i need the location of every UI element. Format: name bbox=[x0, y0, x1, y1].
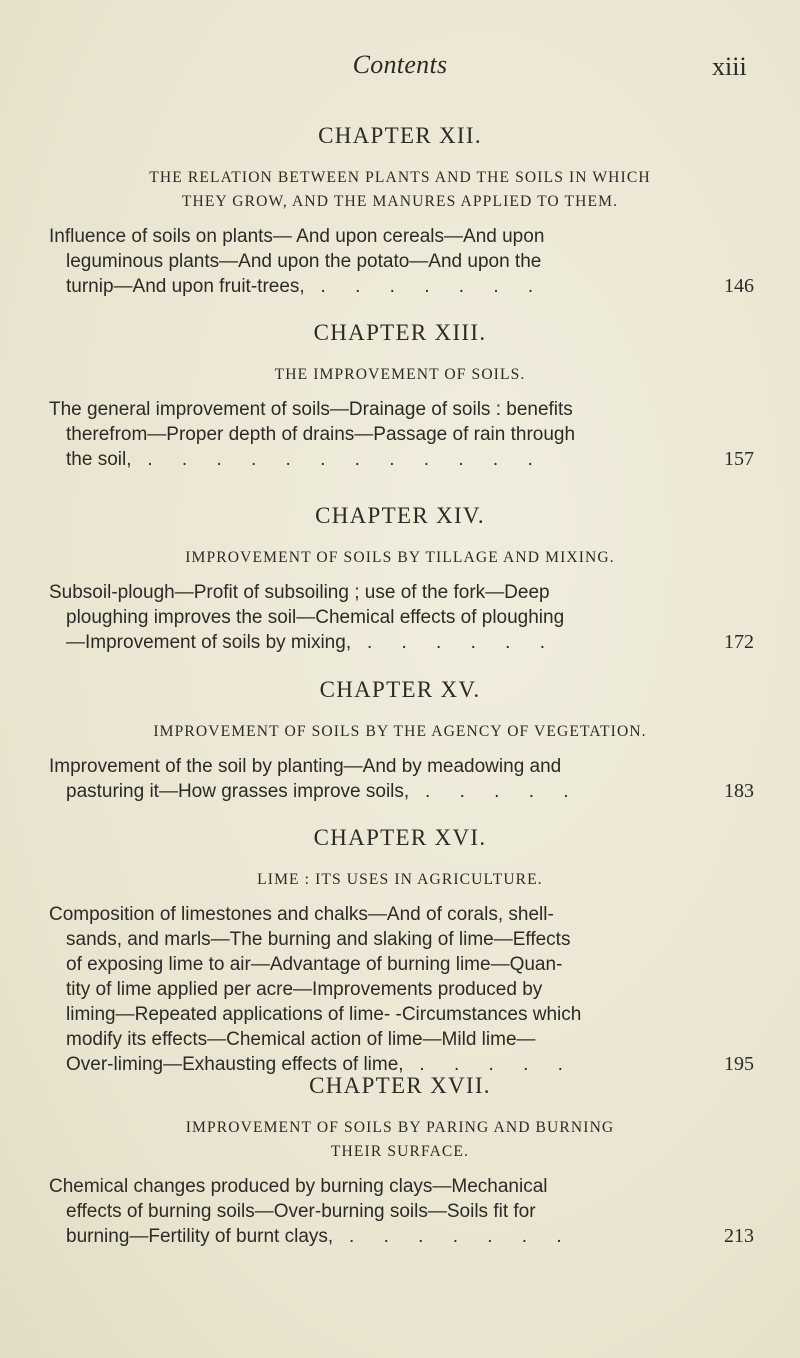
summary-line: liming—Repeated applications of lime- -Circumstances which bbox=[66, 1004, 582, 1025]
chapter-xvii bbox=[0, 1072, 800, 1249]
summary-line: Influence of soils on plants— And upon cereals—And upon bbox=[49, 226, 545, 247]
subtitle-line: THE RELATION BETWEEN PLANTS AND THE SOILS IN WHICH bbox=[149, 169, 651, 186]
summary-line: pasturing it—How grasses improve soils, bbox=[66, 781, 410, 802]
running-header bbox=[0, 44, 800, 84]
chapter-summary bbox=[49, 754, 754, 804]
summary-line: modify its effects—Chemical action of lime—Mild lime— bbox=[66, 1029, 536, 1050]
summary-last-line bbox=[49, 1224, 754, 1249]
chapter-xv bbox=[0, 676, 800, 804]
subtitle-line: THE IMPROVEMENT OF SOILS. bbox=[274, 366, 526, 383]
chapter-heading: CHAPTER XVI. bbox=[313, 825, 487, 850]
subtitle-line: LIME : ITS USES IN AGRICULTURE. bbox=[257, 871, 543, 888]
summary-line: Subsoil-plough—Profit of subsoiling ; use of the fork—Deep bbox=[49, 582, 550, 603]
chapter-summary bbox=[49, 580, 754, 655]
subtitle-line: IMPROVEMENT OF SOILS BY THE AGENCY OF VEGETATION. bbox=[153, 723, 647, 740]
page-reference: 157 bbox=[724, 448, 754, 470]
summary-line: ploughing improves the soil—Chemical effects of ploughing bbox=[66, 607, 565, 628]
summary-line: Chemical changes produced by burning clays—Mechanical bbox=[49, 1176, 548, 1197]
chapter-summary bbox=[49, 1174, 754, 1249]
summary-line: leguminous plants—And upon the potato—And upon the bbox=[66, 251, 542, 272]
summary-line: Composition of limestones and chalks—And of corals, shell- bbox=[49, 904, 554, 925]
subtitle-line: IMPROVEMENT OF SOILS BY PARING AND BURNING bbox=[185, 1119, 615, 1136]
chapter-xiv bbox=[0, 502, 800, 655]
subtitle-line: THEY GROW, AND THE MANURES APPLIED TO THEM. bbox=[181, 193, 619, 210]
summary-line: tity of lime applied per acre—Improvements produced by bbox=[66, 979, 543, 1000]
dot-leaders: . . . . . bbox=[419, 1054, 575, 1075]
chapter-xii bbox=[0, 122, 800, 299]
chapter-subtitle bbox=[50, 546, 750, 570]
running-title: Contents bbox=[352, 50, 448, 79]
dot-leaders: . . . . . bbox=[425, 781, 581, 802]
page-reference: 146 bbox=[724, 275, 754, 297]
summary-line: therefrom—Proper depth of drains—Passage of rain through bbox=[66, 424, 576, 445]
summary-line: —Improvement of soils by mixing, bbox=[66, 632, 352, 653]
summary-line: effects of burning soils—Over-burning soils—Soils fit for bbox=[66, 1201, 536, 1222]
summary-line: the soil, bbox=[66, 449, 132, 470]
chapter-subtitle bbox=[50, 363, 750, 387]
summary-line: burning—Fertility of burnt clays, bbox=[66, 1226, 334, 1247]
chapter-subtitle bbox=[50, 720, 750, 744]
summary-line: The general improvement of soils—Drainage of soils : benefits bbox=[49, 399, 573, 420]
summary-last-line bbox=[49, 779, 754, 804]
summary-last-line bbox=[49, 274, 754, 299]
summary-line: Over-liming—Exhausting effects of lime, bbox=[66, 1054, 404, 1075]
chapter-heading: CHAPTER XII. bbox=[318, 123, 482, 148]
page-reference: 195 bbox=[724, 1053, 754, 1075]
subtitle-line: IMPROVEMENT OF SOILS BY TILLAGE AND MIXING. bbox=[185, 549, 615, 566]
dot-leaders: . . . . . . . . . . . . bbox=[147, 449, 545, 470]
chapter-subtitle bbox=[50, 868, 750, 892]
page-number: xiii bbox=[712, 52, 747, 81]
page-reference: 183 bbox=[724, 780, 754, 802]
page-reference: 213 bbox=[724, 1225, 754, 1247]
chapter-summary bbox=[49, 902, 754, 1077]
chapter-subtitle bbox=[50, 1116, 750, 1164]
chapter-summary bbox=[49, 224, 754, 299]
chapter-heading: CHAPTER XV. bbox=[319, 677, 481, 702]
summary-line: Improvement of the soil by planting—And by meadowing and bbox=[49, 756, 562, 777]
dot-leaders: . . . . . . . bbox=[349, 1226, 574, 1247]
chapter-heading: CHAPTER XIII. bbox=[313, 320, 487, 345]
page-reference: 172 bbox=[724, 631, 754, 653]
summary-line: of exposing lime to air—Advantage of burning lime—Quan- bbox=[66, 954, 563, 975]
summary-line: turnip—And upon fruit-trees, bbox=[66, 276, 305, 297]
chapter-summary bbox=[49, 397, 754, 472]
chapter-heading: CHAPTER XIV. bbox=[315, 503, 485, 528]
chapter-heading: CHAPTER XVII. bbox=[309, 1073, 491, 1098]
summary-last-line bbox=[49, 630, 754, 655]
chapter-xvi bbox=[0, 824, 800, 1077]
chapter-xiii bbox=[0, 319, 800, 472]
summary-line: sands, and marls—The burning and slaking of lime—Effects bbox=[66, 929, 571, 950]
chapter-subtitle bbox=[50, 166, 750, 214]
subtitle-line: THEIR SURFACE. bbox=[330, 1143, 470, 1160]
summary-last-line bbox=[49, 447, 754, 472]
dot-leaders: . . . . . . bbox=[366, 632, 558, 653]
dot-leaders: . . . . . . . bbox=[320, 276, 546, 297]
